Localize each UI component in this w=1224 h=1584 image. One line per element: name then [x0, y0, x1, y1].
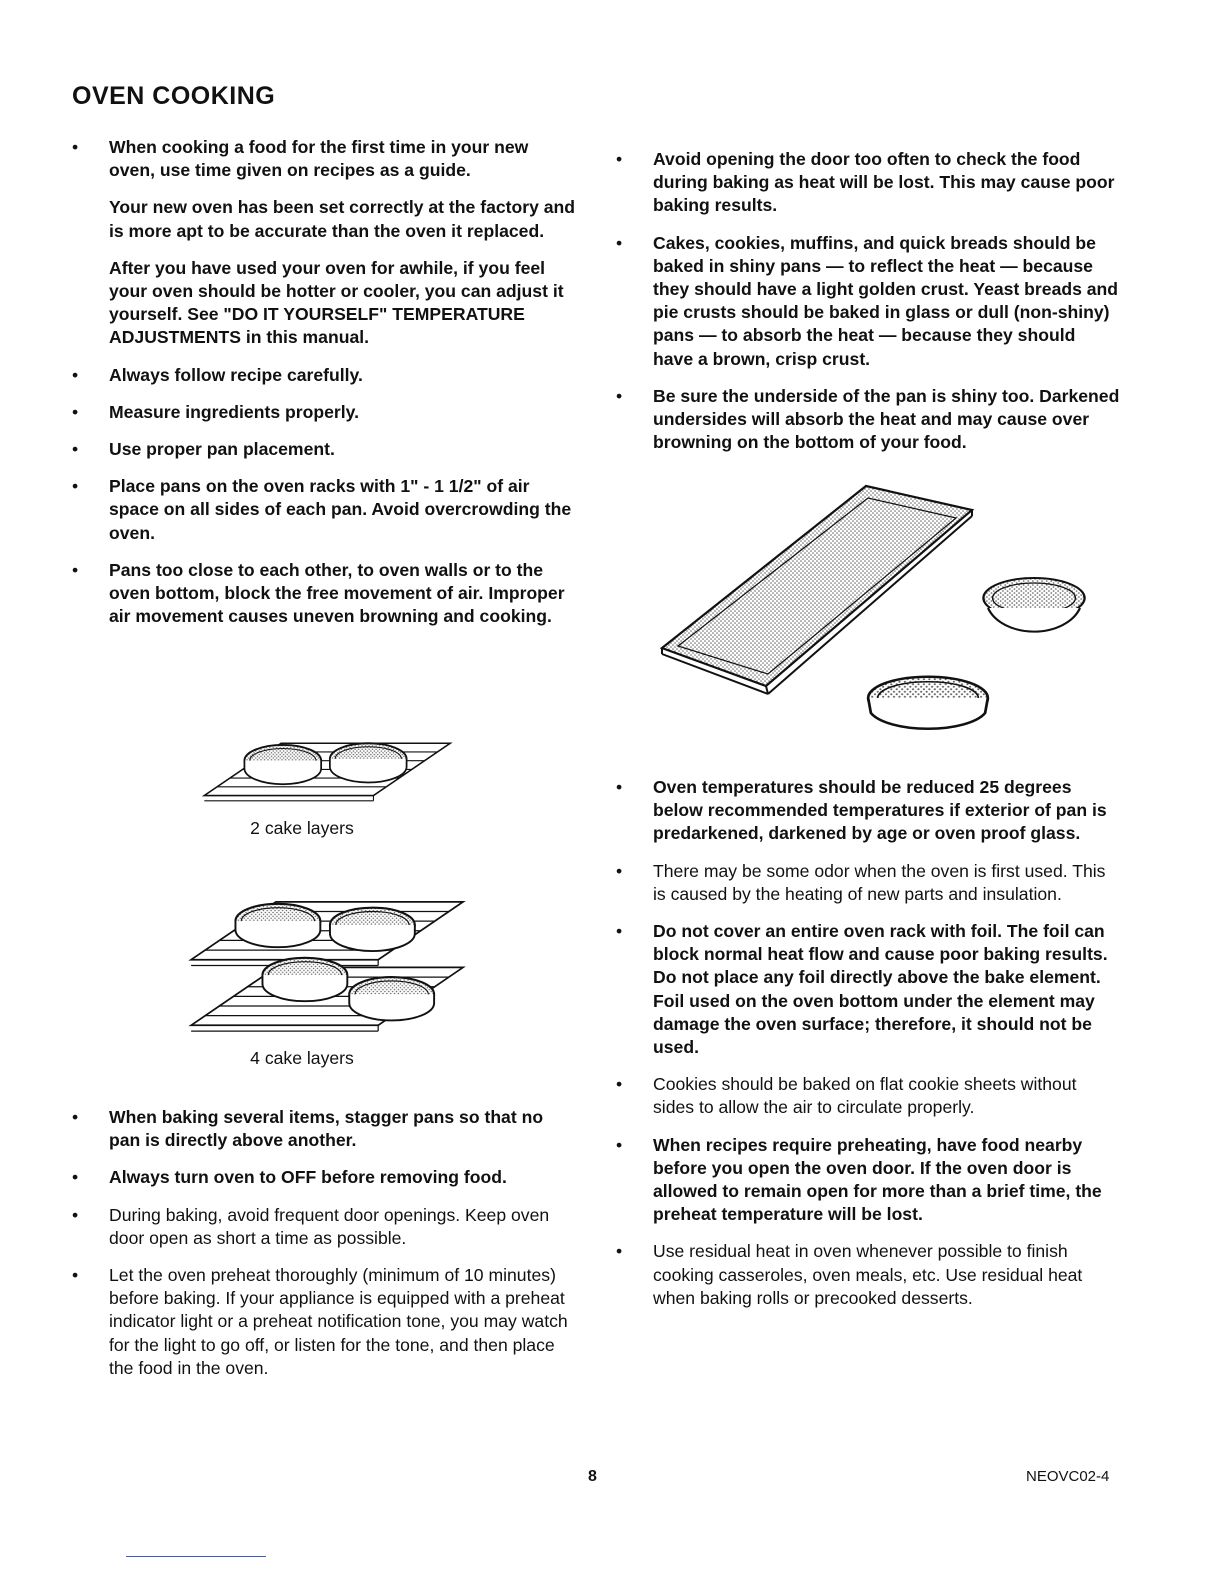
list-item: • Use proper pan placement. — [72, 438, 578, 461]
list-item: • During baking, avoid frequent door openings. Keep oven door open as short a time as possible. — [72, 1204, 578, 1250]
list-item: • Let the oven preheat thoroughly (minimum of 10 minutes) before baking. If your appliance is equipped with a preheat indicator light or a preheat notification tone, you may watch for the light to go off, or listen for the tone, and then place the food in the oven. — [72, 1264, 578, 1380]
list-item: • Use residual heat in oven whenever possible to finish cooking casseroles, oven meals, etc. Use residual heat when baking rolls or precooked desserts. — [616, 1240, 1120, 1310]
left-column — [72, 136, 578, 642]
list-item: • Cookies should be baked on flat cookie sheets without sides to allow the air to circulate properly. — [616, 1073, 1120, 1119]
footer-divider — [126, 1556, 266, 1557]
four-cake-layers-figure — [184, 898, 474, 1033]
list-item: • Measure ingredients properly. — [72, 401, 578, 424]
caption-two-layers: 2 cake layers — [250, 818, 354, 838]
paragraph: After you have used your oven for awhile, if you feel your oven should be hotter or cooler, you can adjust it yourself. See "DO IT YOURSELF" TEMPERATURE ADJUSTMENTS in this manual. — [109, 257, 564, 348]
list-item: • When baking several items, stagger pans so that no pan is directly above another. — [72, 1106, 578, 1152]
two-cake-layers-figure — [184, 738, 474, 806]
paragraph: Your new oven has been set correctly at the factory and is more apt to be accurate than the oven it replaced. — [109, 197, 576, 241]
list-item: • When recipes require preheating, have food nearby before you open the oven door. If the oven door is allowed to remain open for more than a brief time, the preheat temperature will be lost. — [616, 1134, 1120, 1227]
list-item: • Be sure the underside of the pan is shiny too. Darkened undersides will absorb the heat and may cause over browning on the bottom of your food. — [616, 385, 1120, 455]
list-item: • Always follow recipe carefully. — [72, 364, 578, 387]
list-item: • Avoid opening the door too often to check the food during baking as heat will be lost. This may cause poor baking results. — [616, 148, 1120, 218]
list-item: • Do not cover an entire oven rack with foil. The foil can block normal heat flow and cause poor baking results. Do not place any foil directly above the bake element. Foil used on the oven bottom under the element may damage the oven surface; therefore, it should not be used. — [616, 920, 1120, 1059]
baking-pans-figure — [656, 480, 1096, 746]
right-column-lower — [616, 776, 1120, 1324]
list-item: • Place pans on the oven racks with 1" - 1 1/2" of air space on all sides of each pan. Avoid overcrowding the oven. — [72, 475, 578, 545]
page-number: 8 — [588, 1468, 597, 1485]
list-item: • Cakes, cookies, muffins, and quick breads should be baked in shiny pans — to reflect the heat — because they should have a light golden crust. Yeast breads and pie crusts should be baked in glass or dull (non-shiny) pans — to absorb the heat — because they should have a brown, crisp crust. — [616, 232, 1120, 371]
list-item: • Pans too close to each other, to oven walls or to the oven bottom, block the free movement of air. Improper air movement causes uneven browning and cooking. — [72, 559, 578, 629]
page-title: OVEN COOKING — [72, 82, 276, 110]
right-column — [616, 148, 1120, 468]
list-item: • There may be some odor when the oven is first used. This is caused by the heating of new parts and insulation. — [616, 860, 1120, 906]
caption-four-layers: 4 cake layers — [250, 1048, 354, 1068]
list-item: • Always turn oven to OFF before removing food. — [72, 1166, 578, 1189]
document-code: NEOVC02-4 — [1026, 1468, 1110, 1485]
list-item: • When cooking a food for the first time in your new oven, use time given on recipes as a guide. — [72, 136, 578, 182]
list-item: • Oven temperatures should be reduced 25 degrees below recommended temperatures if exterior of pan is predarkened, darkened by age or oven proof glass. — [616, 776, 1120, 846]
left-column-lower — [72, 1106, 578, 1394]
